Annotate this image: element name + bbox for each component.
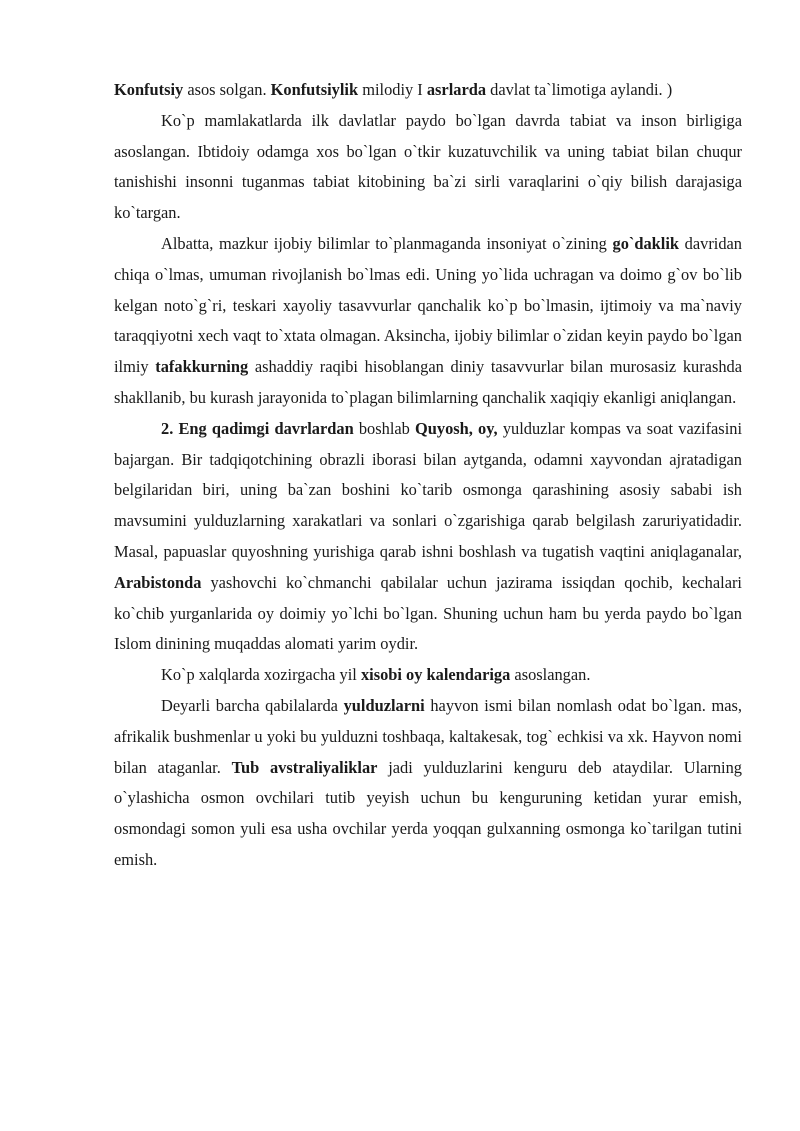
text-run: yulduzlar kompas va soat vazifasini bajargan. Bir tadqiqotchining obrazli iborasi bilan aytganda, odamni xayvondan ajratadigan belgilaridan biri, uning ba`zan boshini ko`tarib osmonga qarashining asosiy sababi ish mavsumini yulduzlarning xarakatlari va sonlari o`zgarishiga qarab belgilash zaruriyatidadir. Masal, papuaslar quyoshning yurishiga qarab ishni boshlash va tugatish vaqtini aniqlaganalar, <box>114 418 742 561</box>
paragraph <box>114 75 742 106</box>
text-run: ashaddiy raqibi hisoblangan diniy tasavvurlar bilan murosasiz kurashda shakllanib, bu kurash jarayonida to`plagan bilimlarning qanchalik xaqiqiy ekanligi aniqlangan. <box>114 357 742 407</box>
bold-text-run: Arabistonda <box>114 572 202 592</box>
paragraph <box>114 691 742 876</box>
text-run: hayvon ismi bilan nomlash odat bo`lgan. mas, afrikalik bushmenlar u yoki bu yulduzni toshbaqa, kaltakesak, tog` echkisi va xk. Hayvon nomi bilan ataganlar. <box>114 695 742 777</box>
bold-text-run: Quyosh, oy, <box>415 418 498 438</box>
bold-text-run: yulduzlarni <box>343 695 425 715</box>
paragraph <box>114 106 742 229</box>
bold-text-run: asrlarda <box>426 80 487 99</box>
bold-text-run: xisobi oy kalendariga <box>360 665 511 685</box>
text-run: asos solgan. <box>183 80 271 99</box>
text-run: Deyarli barcha qabilalarda <box>161 695 344 715</box>
text-run: asoslangan. <box>510 665 591 685</box>
bold-text-run: go`daklik <box>612 233 679 253</box>
text-run: boshlab <box>353 418 416 438</box>
bold-text-run: Konfutsiy <box>114 80 184 99</box>
text-run: davridan chiqa o`lmas, umuman rivojlanish bo`lmas edi. Uning yo`lida uchragan va doimo g`ov bo`lib kelgan noto`g`ri, teskari xayoliy tasavvurlar qanchalik ko`p bo`lmasin, ijtimoiy va ma`naviy taraqqiyotni xech vaqt to`xtata olmagan. Aksincha, ijobiy bilimlar o`zidan keyin paydo bo`lgan ilmiy <box>114 233 742 377</box>
document-body <box>114 75 742 876</box>
text-run: Ko`p xalqlarda xozirgacha yil <box>161 665 361 685</box>
bold-text-run: Konfutsiylik <box>270 80 359 99</box>
text-run: Ko`p mamlakatlarda ilk davlatlar paydo bo`lgan davrda tabiat va inson birligiga asoslangan. Ibtidoiy odamga xos bo`lgan o`tkir kuzatuvchilik va uning tabiat bilan chuqur tanishishi insonni tuganmas tabiat kitobining ba`zi sirli varaqlarini o`qiy bilish darajasiga ko`targan. <box>114 110 742 223</box>
paragraph <box>114 414 742 660</box>
text-run: jadi yulduzlarini kenguru deb ataydilar. Ularning o`ylashicha osmon ovchilari tutib yeyish uchun bu kenguruning ketidan yurar emish, osmondagi somon yuli esa usha ovchilar yerda yoqqan gulxanning osmonga ko`tarilgan tutini emish. <box>114 757 742 869</box>
bold-text-run: 2. Eng qadimgi davrlardan <box>161 418 354 438</box>
text-run: yashovchi ko`chmanchi qabilalar uchun jazirama issiqdan qochib, kechalari ko`chib yurganlarida oy doimiy yo`lchi bo`lgan. Shuning uchun ham bu yerda paydo bo`lgan Islom dinining muqaddas alomati yarim oydir. <box>114 572 742 654</box>
text-run: Albatta, mazkur ijobiy bilimlar to`planmaganda insoniyat o`zining <box>161 233 613 253</box>
paragraph <box>114 660 742 691</box>
text-run: milodiy I <box>358 80 427 99</box>
bold-text-run: Tub avstraliyaliklar <box>231 757 378 777</box>
text-run: davlat ta`limotiga aylandi. ) <box>486 80 673 99</box>
bold-text-run: tafakkurning <box>155 357 249 377</box>
paragraph <box>114 229 742 414</box>
